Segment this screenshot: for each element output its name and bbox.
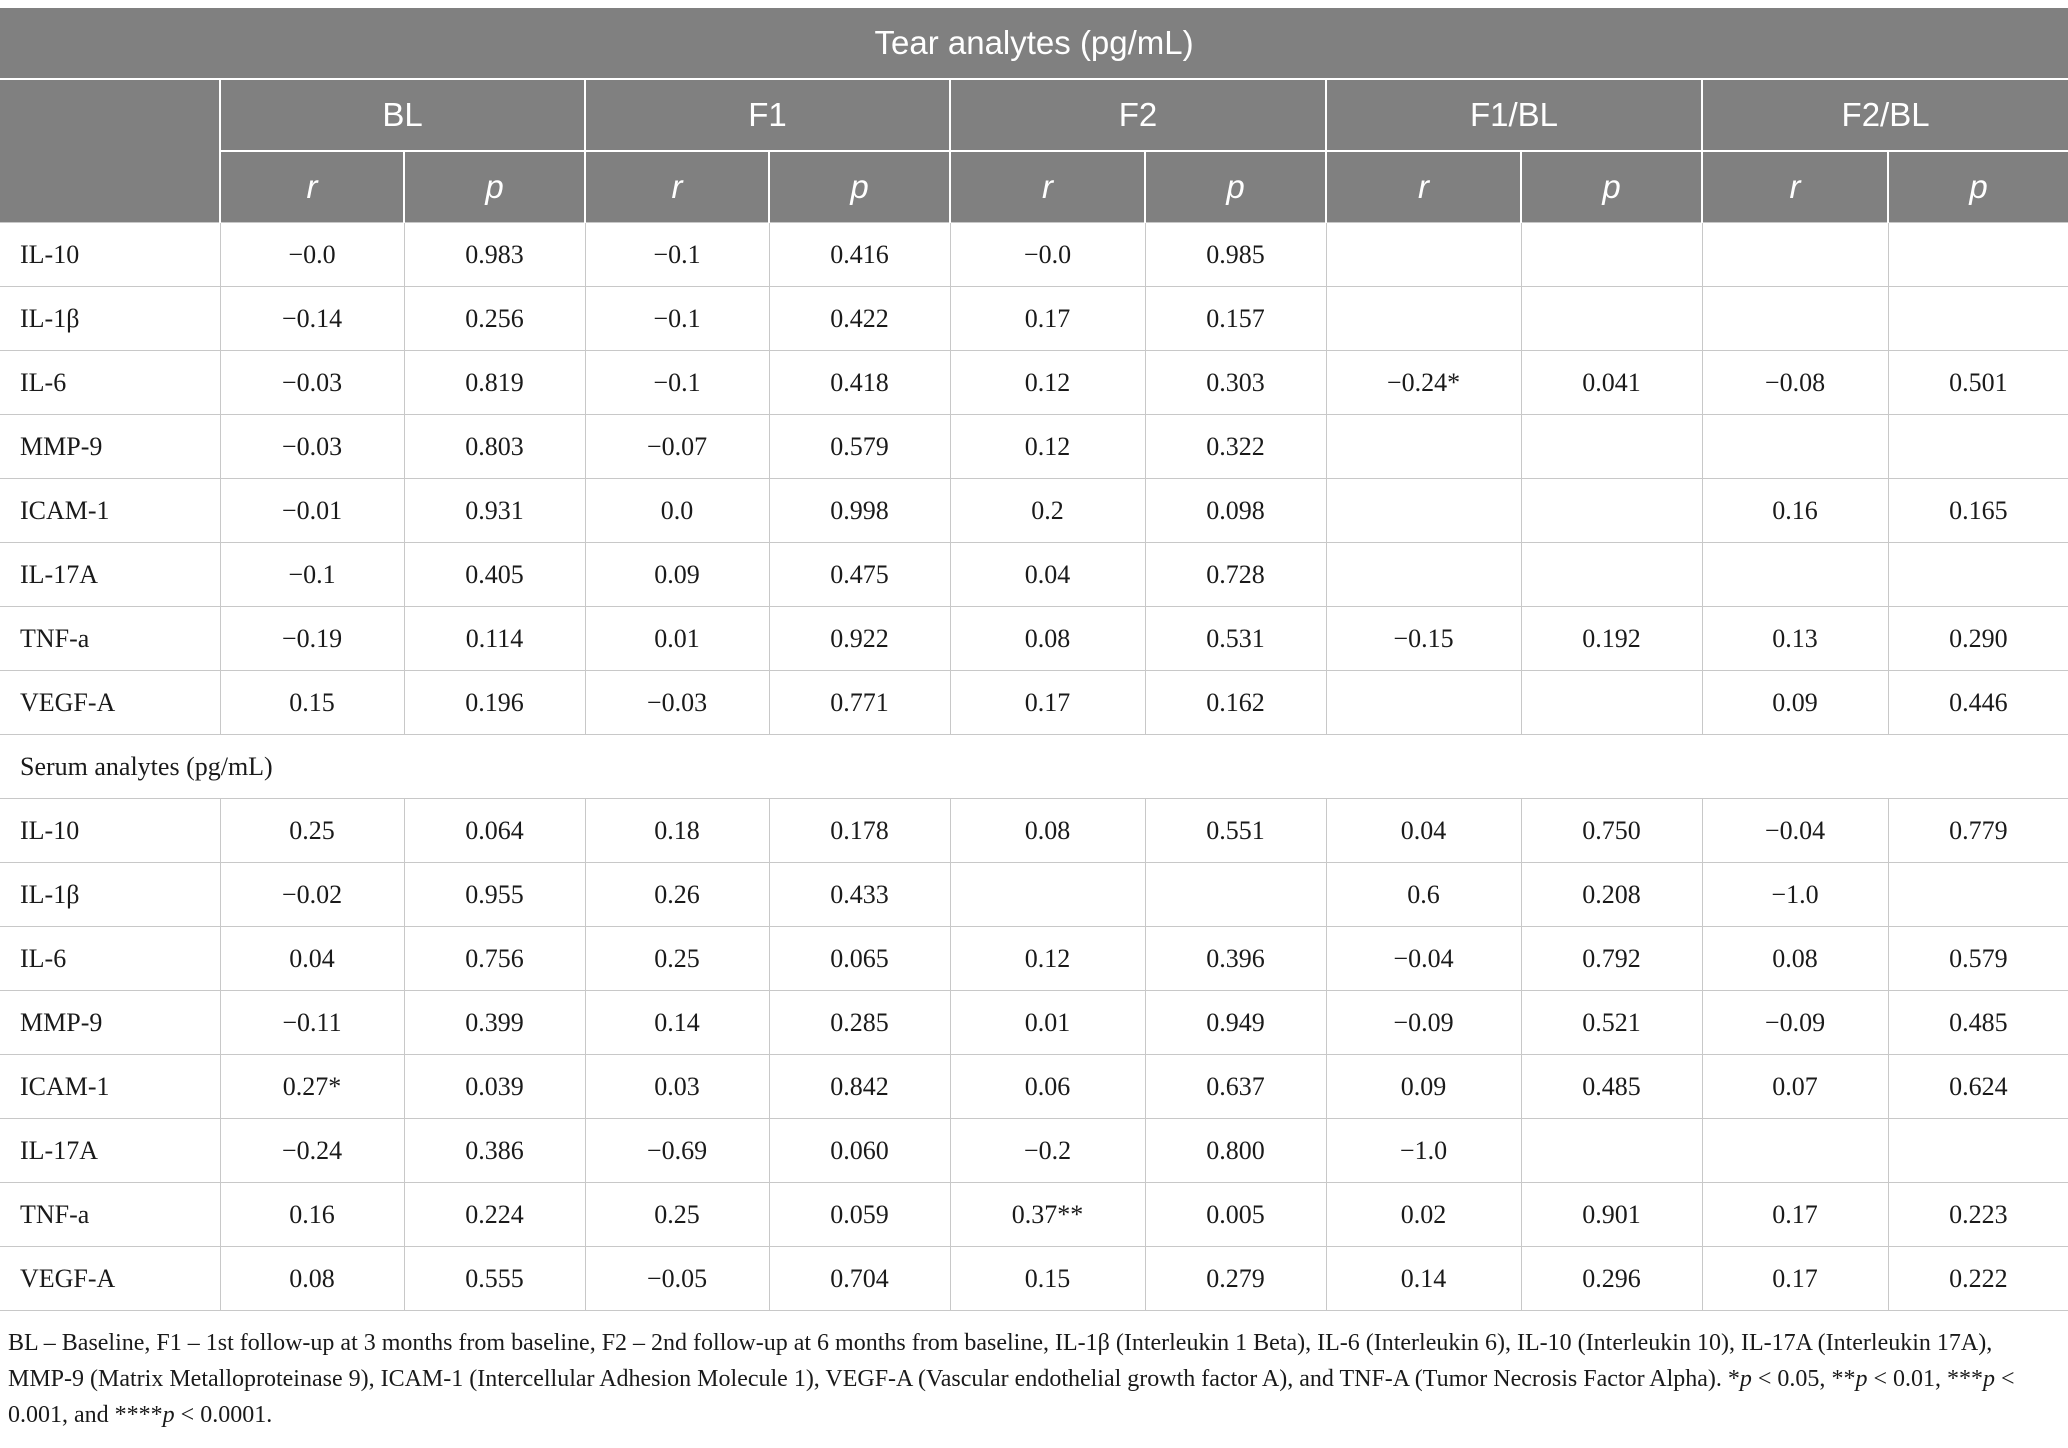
cell-p: 0.485 xyxy=(1521,1055,1702,1119)
cell-r: 0.16 xyxy=(220,1183,404,1247)
cell-r: −0.05 xyxy=(585,1247,769,1311)
cell-r xyxy=(1702,415,1888,479)
cell-p xyxy=(1888,287,2068,351)
cell-p: 0.771 xyxy=(769,671,950,735)
cell-p: 0.551 xyxy=(1145,799,1326,863)
cell-p: 0.256 xyxy=(404,287,585,351)
cell-p: 0.422 xyxy=(769,287,950,351)
cell-r: 0.03 xyxy=(585,1055,769,1119)
cell-r: 0.12 xyxy=(950,351,1145,415)
table-row xyxy=(0,607,2068,671)
cell-p: 0.290 xyxy=(1888,607,2068,671)
table-row xyxy=(0,671,2068,735)
cell-p: 0.041 xyxy=(1521,351,1702,415)
cell-p xyxy=(1888,415,2068,479)
table-row xyxy=(0,223,2068,287)
analyte-label: IL-10 xyxy=(0,223,220,287)
cell-r: 0.13 xyxy=(1702,607,1888,671)
cell-r: −0.08 xyxy=(1702,351,1888,415)
cell-r: −0.1 xyxy=(585,287,769,351)
cell-r: −0.07 xyxy=(585,415,769,479)
cell-p xyxy=(1521,415,1702,479)
table-row xyxy=(0,927,2068,991)
cell-p: 0.405 xyxy=(404,543,585,607)
cell-p xyxy=(1888,223,2068,287)
analyte-label: IL-10 xyxy=(0,799,220,863)
cell-r xyxy=(1702,1119,1888,1183)
cell-r: 0.09 xyxy=(1326,1055,1521,1119)
cell-r: 0.12 xyxy=(950,927,1145,991)
cell-r: −0.19 xyxy=(220,607,404,671)
subheader-p: p xyxy=(1145,151,1326,223)
cell-p: 0.501 xyxy=(1888,351,2068,415)
cell-p: 0.064 xyxy=(404,799,585,863)
cell-p: 0.579 xyxy=(1888,927,2068,991)
cell-p: 0.224 xyxy=(404,1183,585,1247)
cell-r: 0.17 xyxy=(950,287,1145,351)
table-body xyxy=(0,223,2068,1311)
subheader-r: r xyxy=(1702,151,1888,223)
analyte-label: TNF-a xyxy=(0,1183,220,1247)
cell-r xyxy=(1702,223,1888,287)
cell-r: −1.0 xyxy=(1326,1119,1521,1183)
cell-r: −1.0 xyxy=(1702,863,1888,927)
header-corner xyxy=(0,79,220,223)
cell-p: 0.531 xyxy=(1145,607,1326,671)
group-header-f2: F2 xyxy=(950,79,1326,151)
cell-p: 0.637 xyxy=(1145,1055,1326,1119)
cell-r: 0.15 xyxy=(950,1247,1145,1311)
analyte-label: IL-17A xyxy=(0,1119,220,1183)
cell-p: 0.446 xyxy=(1888,671,2068,735)
cell-p xyxy=(1521,223,1702,287)
cell-r: −0.03 xyxy=(220,351,404,415)
group-header-f1-bl: F1/BL xyxy=(1326,79,1702,151)
table-row xyxy=(0,1055,2068,1119)
table-row xyxy=(0,415,2068,479)
cell-r: −0.04 xyxy=(1702,799,1888,863)
table-header xyxy=(0,8,2068,223)
cell-r: 0.2 xyxy=(950,479,1145,543)
cell-p: 0.800 xyxy=(1145,1119,1326,1183)
cell-p: 0.178 xyxy=(769,799,950,863)
cell-r: 0.25 xyxy=(585,927,769,991)
cell-p xyxy=(1888,1119,2068,1183)
analyte-label: IL-6 xyxy=(0,927,220,991)
cell-r xyxy=(950,863,1145,927)
footnote-definitions: BL – Baseline, F1 – 1st follow-up at 3 months from baseline, F2 – 2nd follow-up at 6 months from baseline, IL-1β (Interleukin 1 Beta), IL-6 (Interleukin 6), IL-10 (Interleukin 10), IL-17A (Interleukin 17A), MMP-9 (Matrix Metalloproteinase 9), ICAM-1 (Intercellular Adhesion Molecule 1), VEGF-A (Vascular endothelial growth factor A), and TNF-A (Tumor Necrosis Factor Alpha). xyxy=(8,1330,1993,1392)
cell-r: 0.08 xyxy=(950,607,1145,671)
cell-p: 0.303 xyxy=(1145,351,1326,415)
cell-p: 0.931 xyxy=(404,479,585,543)
cell-p: 0.005 xyxy=(1145,1183,1326,1247)
subheader-r: r xyxy=(585,151,769,223)
cell-p: 0.059 xyxy=(769,1183,950,1247)
cell-p: 0.579 xyxy=(769,415,950,479)
analyte-label: TNF-a xyxy=(0,607,220,671)
cell-p: 0.949 xyxy=(1145,991,1326,1055)
cell-p: 0.399 xyxy=(404,991,585,1055)
cell-p xyxy=(1521,543,1702,607)
section-title: Serum analytes (pg/mL) xyxy=(0,735,2068,799)
cell-r: 0.07 xyxy=(1702,1055,1888,1119)
cell-p: 0.779 xyxy=(1888,799,2068,863)
cell-p: 0.922 xyxy=(769,607,950,671)
cell-r: 0.04 xyxy=(220,927,404,991)
section-row xyxy=(0,735,2068,799)
analyte-label: IL-6 xyxy=(0,351,220,415)
cell-p: 0.322 xyxy=(1145,415,1326,479)
cell-p: 0.279 xyxy=(1145,1247,1326,1311)
cell-r: 0.04 xyxy=(1326,799,1521,863)
analyte-label: IL-1β xyxy=(0,287,220,351)
cell-p xyxy=(1521,671,1702,735)
cell-r: 0.17 xyxy=(1702,1183,1888,1247)
cell-p: 0.750 xyxy=(1521,799,1702,863)
cell-r xyxy=(1702,287,1888,351)
cell-r: −0.1 xyxy=(585,351,769,415)
table-row xyxy=(0,351,2068,415)
analyte-label: VEGF-A xyxy=(0,1247,220,1311)
cell-r: 0.06 xyxy=(950,1055,1145,1119)
group-header-f2-bl: F2/BL xyxy=(1702,79,2068,151)
cell-p: 0.901 xyxy=(1521,1183,1702,1247)
cell-r: −0.24 xyxy=(220,1119,404,1183)
cell-r: 0.04 xyxy=(950,543,1145,607)
cell-p: 0.039 xyxy=(404,1055,585,1119)
cell-r: 0.16 xyxy=(1702,479,1888,543)
table-row xyxy=(0,863,2068,927)
cell-p: 0.208 xyxy=(1521,863,1702,927)
table-row xyxy=(0,287,2068,351)
cell-p: 0.296 xyxy=(1521,1247,1702,1311)
cell-p: 0.162 xyxy=(1145,671,1326,735)
cell-r: 0.25 xyxy=(220,799,404,863)
correlation-table xyxy=(0,8,2068,1311)
cell-r: 0.14 xyxy=(585,991,769,1055)
subheader-r: r xyxy=(950,151,1145,223)
cell-p: 0.792 xyxy=(1521,927,1702,991)
cell-p: 0.396 xyxy=(1145,927,1326,991)
table-row xyxy=(0,1183,2068,1247)
cell-p xyxy=(1521,287,1702,351)
cell-p: 0.416 xyxy=(769,223,950,287)
cell-r: 0.18 xyxy=(585,799,769,863)
cell-p: 0.842 xyxy=(769,1055,950,1119)
cell-r: −0.1 xyxy=(220,543,404,607)
analyte-label: VEGF-A xyxy=(0,671,220,735)
cell-r: 0.6 xyxy=(1326,863,1521,927)
table-row xyxy=(0,543,2068,607)
cell-r: 0.37** xyxy=(950,1183,1145,1247)
cell-r: 0.0 xyxy=(585,479,769,543)
cell-r: −0.11 xyxy=(220,991,404,1055)
cell-r: 0.17 xyxy=(1702,1247,1888,1311)
table-row xyxy=(0,479,2068,543)
cell-p: 0.803 xyxy=(404,415,585,479)
table-footnote xyxy=(0,1311,2061,1433)
table-title: Tear analytes (pg/mL) xyxy=(0,8,2068,79)
cell-r: 0.01 xyxy=(585,607,769,671)
subheader-p: p xyxy=(1888,151,2068,223)
cell-p: 0.819 xyxy=(404,351,585,415)
cell-r: 0.27* xyxy=(220,1055,404,1119)
cell-r: 0.01 xyxy=(950,991,1145,1055)
cell-r xyxy=(1326,415,1521,479)
footnote-significance: *p < 0.05, **p < 0.01, ***p < 0.001, and ****p < 0.0001. xyxy=(8,1366,2015,1428)
cell-r: 0.26 xyxy=(585,863,769,927)
group-header-bl: BL xyxy=(220,79,585,151)
analyte-label: ICAM-1 xyxy=(0,479,220,543)
cell-r: 0.08 xyxy=(220,1247,404,1311)
cell-p: 0.192 xyxy=(1521,607,1702,671)
cell-r: 0.15 xyxy=(220,671,404,735)
cell-p: 0.433 xyxy=(769,863,950,927)
cell-r: −0.15 xyxy=(1326,607,1521,671)
cell-r: −0.1 xyxy=(585,223,769,287)
analyte-label: IL-1β xyxy=(0,863,220,927)
cell-p xyxy=(1145,863,1326,927)
cell-p: 0.704 xyxy=(769,1247,950,1311)
cell-r: 0.12 xyxy=(950,415,1145,479)
subheader-p: p xyxy=(404,151,585,223)
cell-p: 0.065 xyxy=(769,927,950,991)
cell-r xyxy=(1326,671,1521,735)
cell-p: 0.196 xyxy=(404,671,585,735)
cell-r: −0.24* xyxy=(1326,351,1521,415)
cell-r: −0.04 xyxy=(1326,927,1521,991)
table-row xyxy=(0,1247,2068,1311)
cell-r: 0.08 xyxy=(1702,927,1888,991)
cell-r: 0.08 xyxy=(950,799,1145,863)
cell-p: 0.165 xyxy=(1888,479,2068,543)
cell-p: 0.098 xyxy=(1145,479,1326,543)
cell-p: 0.624 xyxy=(1888,1055,2068,1119)
cell-p xyxy=(1521,479,1702,543)
cell-r: 0.09 xyxy=(1702,671,1888,735)
cell-r: −0.0 xyxy=(220,223,404,287)
cell-r: −0.14 xyxy=(220,287,404,351)
cell-p: 0.060 xyxy=(769,1119,950,1183)
analyte-label: MMP-9 xyxy=(0,991,220,1055)
cell-p: 0.955 xyxy=(404,863,585,927)
table-row xyxy=(0,1119,2068,1183)
cell-r: 0.17 xyxy=(950,671,1145,735)
analyte-label: IL-17A xyxy=(0,543,220,607)
cell-p: 0.157 xyxy=(1145,287,1326,351)
cell-p: 0.555 xyxy=(404,1247,585,1311)
cell-r xyxy=(1326,287,1521,351)
cell-p: 0.998 xyxy=(769,479,950,543)
cell-p: 0.485 xyxy=(1888,991,2068,1055)
table-row xyxy=(0,991,2068,1055)
cell-p: 0.521 xyxy=(1521,991,1702,1055)
cell-r: −0.69 xyxy=(585,1119,769,1183)
subheader-r: r xyxy=(220,151,404,223)
cell-p: 0.386 xyxy=(404,1119,585,1183)
cell-r xyxy=(1326,543,1521,607)
table-row xyxy=(0,799,2068,863)
cell-r: −0.02 xyxy=(220,863,404,927)
cell-r: 0.09 xyxy=(585,543,769,607)
cell-r: 0.14 xyxy=(1326,1247,1521,1311)
cell-p: 0.475 xyxy=(769,543,950,607)
cell-r: −0.09 xyxy=(1702,991,1888,1055)
cell-p: 0.985 xyxy=(1145,223,1326,287)
analyte-label: MMP-9 xyxy=(0,415,220,479)
cell-p: 0.728 xyxy=(1145,543,1326,607)
table-container xyxy=(0,8,2068,1433)
cell-p: 0.756 xyxy=(404,927,585,991)
cell-p xyxy=(1888,543,2068,607)
subheader-r: r xyxy=(1326,151,1521,223)
cell-p: 0.983 xyxy=(404,223,585,287)
cell-p xyxy=(1521,1119,1702,1183)
cell-p: 0.223 xyxy=(1888,1183,2068,1247)
cell-r: −0.0 xyxy=(950,223,1145,287)
group-header-f1: F1 xyxy=(585,79,950,151)
cell-p: 0.222 xyxy=(1888,1247,2068,1311)
cell-p: 0.114 xyxy=(404,607,585,671)
cell-r: −0.01 xyxy=(220,479,404,543)
cell-r: 0.25 xyxy=(585,1183,769,1247)
cell-r: −0.03 xyxy=(220,415,404,479)
cell-p: 0.418 xyxy=(769,351,950,415)
subheader-p: p xyxy=(1521,151,1702,223)
subheader-p: p xyxy=(769,151,950,223)
cell-r xyxy=(1326,479,1521,543)
cell-r: −0.09 xyxy=(1326,991,1521,1055)
cell-r: −0.03 xyxy=(585,671,769,735)
cell-p xyxy=(1888,863,2068,927)
cell-r xyxy=(1326,223,1521,287)
cell-r xyxy=(1702,543,1888,607)
cell-r: 0.02 xyxy=(1326,1183,1521,1247)
analyte-label: ICAM-1 xyxy=(0,1055,220,1119)
cell-r: −0.2 xyxy=(950,1119,1145,1183)
cell-p: 0.285 xyxy=(769,991,950,1055)
